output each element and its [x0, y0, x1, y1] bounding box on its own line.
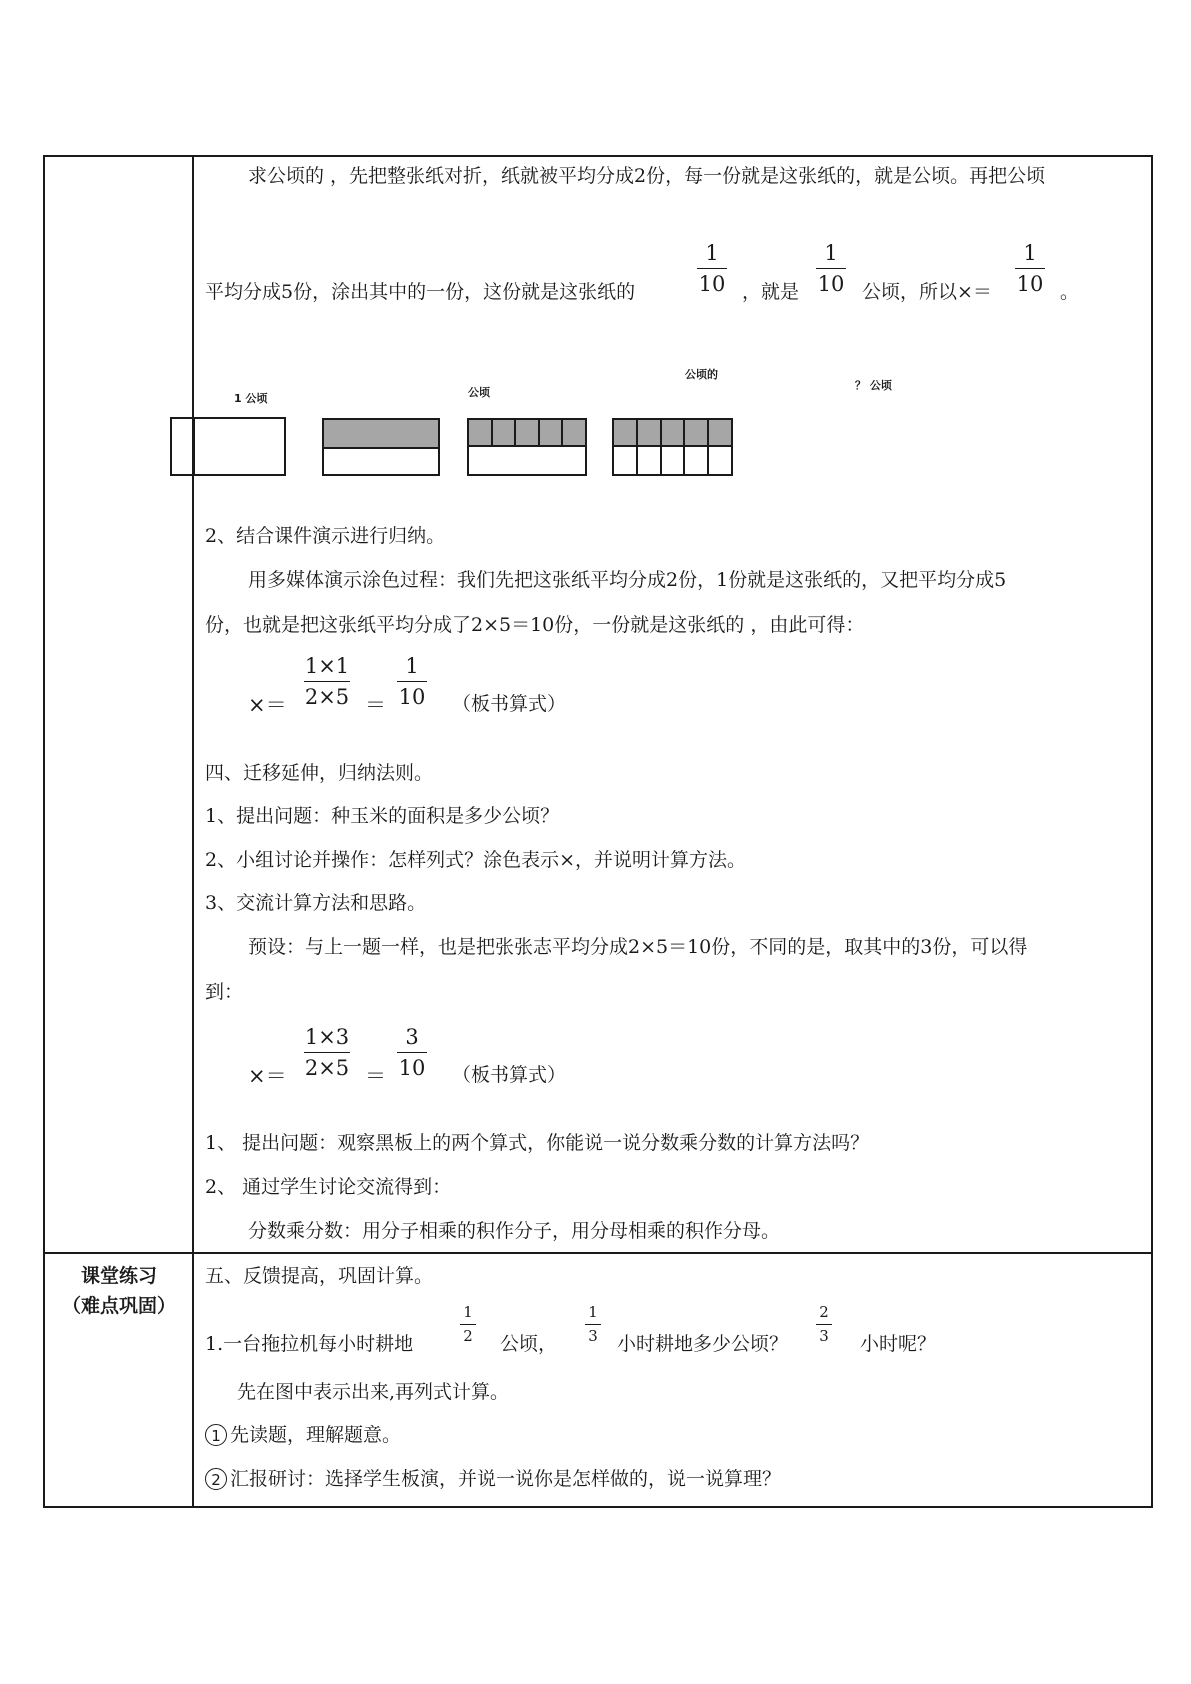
side-subtitle: （难点巩固）: [61, 1295, 176, 1317]
fraction-one-third: $\frac{1}{3}$: [585, 1303, 601, 1346]
exercise-hint: 先在图中表示出来,再列式计算。: [237, 1381, 510, 1403]
step2-line2: 份，也就是把这张纸平均分成了2×5＝10份，一份就是这张纸的 ，由此可得：: [205, 614, 865, 636]
step2-title: 2、结合课件演示进行归纳。: [205, 525, 446, 547]
grid-column-line: [636, 420, 638, 474]
half-shaded-rect: [322, 418, 440, 476]
paragraph-shade-d: 。: [1060, 281, 1080, 303]
eq2-result: $\frac{3}{10}$: [398, 1025, 426, 1080]
circled-two-mark: 2: [205, 1468, 227, 1490]
table-top-border: [43, 155, 1153, 157]
part4-item3: 3、交流计算方法和思路。: [205, 892, 427, 914]
eq1-fraction: $\frac{1\times 1}{2\times 5}$: [304, 654, 350, 709]
paragraph-shade: 平均分成5份，涂出其中的一份，这份就是这张纸的: [205, 281, 636, 303]
eq1-result: $\frac{1}{10}$: [398, 654, 426, 709]
part4-item2: 2、小组讨论并操作：怎样列式？涂色表示×，并说明计算方法。: [205, 849, 747, 871]
question-1: 1、 提出问题：观察黑板上的两个算式，你能说一说分数乘分数的计算方法吗？: [205, 1132, 870, 1154]
row-divider: [43, 1252, 1153, 1254]
exercise-1-b: 公顷，: [500, 1333, 558, 1355]
practice-step-1: [205, 1423, 401, 1447]
exercise-1-c: 小时耕地多少公顷？: [617, 1333, 789, 1355]
grid-column-line: [683, 420, 685, 474]
practice-step-2: [205, 1467, 781, 1491]
fraction-one-tenth-b: $\frac{1}{10}$: [817, 241, 845, 296]
question-2: 2、 通过学生讨论交流得到：: [205, 1176, 452, 1198]
part4-preset-2: 到：: [205, 981, 244, 1003]
eq1-note: （板书算式）: [452, 693, 567, 715]
grid-column-line: [514, 420, 516, 447]
step2-line1: 用多媒体演示涂色过程：我们先把这张纸平均分成2份，1份就是这张纸的，又把平均分成5: [248, 569, 1007, 591]
practice-title: 五、反馈提高，巩固计算。: [205, 1265, 434, 1287]
paragraph-shade-b: ，就是: [742, 281, 800, 303]
eq1-equals: ＝: [365, 693, 386, 717]
multiplication-rule: 分数乘分数：用分子相乘的积作分子，用分母相乘的积作分母。: [248, 1220, 781, 1242]
table-right-border: [1151, 155, 1153, 1508]
diagram-label-3: 公顷的: [685, 368, 718, 381]
diagram-label-1: 1 公顷: [234, 392, 268, 405]
paragraph-shade-c: 公顷，所以×＝: [862, 281, 992, 303]
exercise-1-d: 小时呢？: [860, 1333, 937, 1355]
part4-title: 四、迁移延伸，归纳法则。: [205, 762, 434, 784]
tenths-rect: [612, 418, 733, 476]
grid-top-half: [614, 420, 731, 447]
practice-step-1-text: 先读题，理解题意。: [230, 1424, 402, 1446]
eq2-fraction: $\frac{1\times 3}{2\times 5}$: [304, 1025, 350, 1080]
practice-step-2-text: 汇报研讨：选择学生板演，并说一说你是怎样做的，说一说算理？: [230, 1468, 782, 1490]
eq2-equals: ＝: [365, 1064, 386, 1088]
grid-top-half: [469, 420, 585, 447]
grid-column-line: [660, 420, 662, 474]
table-bottom-border: [43, 1506, 1153, 1508]
fraction-one-half: $\frac{1}{2}$: [460, 1303, 476, 1346]
fraction-two-thirds: $\frac{2}{3}$: [816, 1303, 832, 1346]
grid-column-line: [707, 420, 709, 474]
eq1-lhs: ×＝: [248, 693, 287, 717]
grid-column-line: [491, 420, 493, 447]
grid-column-line: [561, 420, 563, 447]
fraction-one-tenth-c: $\frac{1}{10}$: [1016, 241, 1044, 296]
half-shaded-fill: [324, 420, 438, 449]
eq2-note: （板书算式）: [452, 1064, 567, 1086]
side-title: 课堂练习: [80, 1265, 157, 1287]
exercise-1-a: 1.一台拖拉机每小时耕地: [205, 1333, 414, 1355]
grid-column-line: [538, 420, 540, 447]
circled-one-mark: 1: [205, 1424, 227, 1446]
diagram-label-4: ？ 公顷: [855, 379, 892, 392]
diagram-label-2: 公顷: [468, 386, 490, 399]
fraction-one-tenth-a: $\frac{1}{10}$: [698, 241, 726, 296]
whole-hectare-divider: [193, 417, 195, 476]
whole-hectare-rect: [170, 417, 286, 476]
fifths-top-rect: [467, 418, 587, 476]
part4-preset: 预设：与上一题一样，也是把张张志平均分成2×5＝10份，不同的是，取其中的3份，可以得: [248, 936, 1028, 958]
part4-item1: 1、提出问题：种玉米的面积是多少公顷？: [205, 805, 560, 827]
eq2-lhs: ×＝: [248, 1064, 287, 1088]
paragraph-intro: 求公顷的 ，先把整张纸对折，纸就被平均分成2份，每一份就是这张纸的，就是公顷。再把公顷: [248, 165, 1046, 187]
